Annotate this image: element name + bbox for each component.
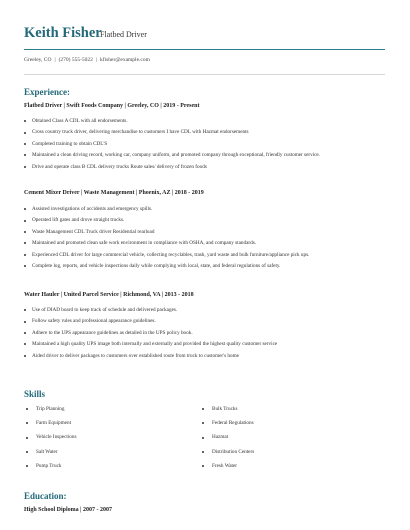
bullet-text: Complete log, reports, and vehicle inspections daily while complying with local, state, and federal regulations of safety. (32, 262, 281, 269)
bullet-icon (26, 437, 28, 439)
bullet-text: Waste Management CDL Truck driver Residential rearload (32, 228, 155, 235)
list-item (200, 463, 254, 477)
list-item (24, 152, 320, 163)
bullet-text: Drive and operate class B CDL delivery trucks Route sales/ delivery of frozen foods (32, 163, 207, 170)
list-item (24, 252, 309, 263)
skill-text: Fresh Water (212, 462, 237, 469)
contact-location: Greeley, CO (24, 57, 52, 63)
education-entry: High School Diploma | 2007 - 2007 (24, 507, 112, 513)
list-item (24, 318, 277, 329)
contact-email[interactable]: kfisher@example.com (100, 57, 150, 63)
job-title: Water Hauler | United Parcel Service | Richmond, VA | 2013 - 2018 (24, 292, 194, 298)
skills-list-right (200, 406, 254, 477)
contact-divider (24, 74, 385, 75)
bullet-text: Assisted investigations of accidents and emergency spills. (32, 206, 153, 212)
bullet-text: Follow safety rules and professional appearance guidelines. (32, 318, 156, 325)
contact-line (24, 57, 150, 63)
bullet-text: Maintained and promoted clean safe work environment in compliance with OSHA, and company standards. (32, 240, 257, 247)
skill-text: Federal Regulations (212, 420, 254, 427)
contact-separator: | (54, 57, 56, 63)
bullet-icon (24, 132, 26, 134)
bullet-icon (202, 408, 204, 410)
bullet-icon (26, 465, 28, 467)
list-item (24, 206, 309, 217)
list-item (24, 330, 277, 341)
list-item (24, 434, 76, 448)
skills-list-left (24, 406, 76, 477)
bullet-icon (24, 321, 26, 323)
bullet-text: Aided driver to deliver packages to customers over established route from truck to customer's home (32, 352, 239, 359)
bullet-icon (26, 422, 28, 424)
list-item (24, 449, 76, 463)
bullet-icon (24, 208, 26, 210)
bullet-text: Use of DIAD board to keep track of schedule and delivered packages. (32, 307, 178, 313)
bullet-text: Experienced CDL driver for large commercial vehicle, collecting recyclables, trash, yard waste and bulk furniture/appliance pick ups. (32, 251, 310, 258)
bullet-icon (24, 309, 26, 311)
skill-text: Bulk Trucks (212, 406, 238, 412)
list-item (24, 353, 277, 364)
list-item (24, 263, 309, 274)
bullet-text: Maintained a clean driving record, working car, company uniform, and promoted company through exceptional, friendly customer service. (32, 152, 321, 159)
skill-text: Trip Planning (36, 406, 65, 412)
list-item (24, 240, 309, 251)
list-item (200, 406, 254, 420)
bullet-icon (26, 451, 28, 453)
bullet-icon (202, 465, 204, 467)
list-item (24, 341, 277, 352)
skill-text: Pump Truck (36, 462, 62, 469)
skills-heading: Skills (24, 389, 46, 399)
list-item (200, 434, 254, 448)
bullet-icon (24, 143, 26, 145)
skill-text: Farm Equipment (36, 420, 72, 427)
list-item (24, 406, 76, 420)
list-item (200, 420, 254, 434)
bullet-icon (26, 408, 28, 410)
list-item (24, 141, 320, 152)
job-bullets (24, 307, 277, 364)
bullet-text: Adhere to the UPS appearance guidelines as detailed in the UPS policy book. (32, 329, 193, 336)
bullet-text: Maintained a high quality UPS image both internally and externally and provided the highest quality customer service (32, 341, 278, 348)
list-item (200, 449, 254, 463)
list-item (24, 129, 320, 140)
header-rule (24, 49, 385, 50)
list-item (24, 420, 76, 434)
bullet-text: Operated lift gates and drove straight trucks. (32, 217, 125, 224)
list-item (24, 164, 320, 175)
list-item (24, 217, 309, 228)
skill-text: Distribution Centers (212, 448, 255, 455)
bullet-text: Obtained Class A CDL with all endorsements. (32, 118, 128, 124)
list-item (24, 463, 76, 477)
candidate-name: Keith Fisher (24, 25, 102, 41)
bullet-icon (24, 220, 26, 222)
bullet-icon (24, 343, 26, 345)
bullet-icon (24, 231, 26, 233)
bullet-icon (24, 355, 26, 357)
list-item (24, 118, 320, 129)
bullet-text: Completed training to obtain CDL'S (32, 140, 108, 147)
list-item (24, 229, 309, 240)
bullet-icon (24, 265, 26, 267)
bullet-icon (202, 451, 204, 453)
skill-text: Salt Water (36, 448, 58, 455)
bullet-icon (24, 166, 26, 168)
bullet-icon (24, 120, 26, 122)
education-heading: Education: (24, 491, 67, 501)
list-item (24, 307, 277, 318)
bullet-icon (24, 332, 26, 334)
candidate-title: Flatbed Driver (100, 30, 147, 39)
bullet-icon (202, 437, 204, 439)
bullet-icon (202, 422, 204, 424)
bullet-text: Cross country truck driver, delivering merchandise to customers I have CDL with Hazmat endorsements (32, 129, 249, 136)
job-bullets (24, 118, 320, 175)
contact-phone: (270) 555-5022 (58, 57, 93, 63)
bullet-icon (24, 154, 26, 156)
skill-text: Vehicle Inspections (36, 434, 77, 441)
job-title: Cement Mixer Driver | Waste Management | Phoenix, AZ | 2018 - 2019 (24, 190, 204, 196)
bullet-icon (24, 254, 26, 256)
skill-text: Hazmat (212, 434, 229, 441)
job-title: Flatbed Driver | Swift Foods Company | Greeley, CO | 2019 - Present (24, 103, 200, 109)
job-bullets (24, 206, 309, 274)
bullet-icon (24, 242, 26, 244)
experience-heading: Experience: (24, 87, 70, 97)
contact-separator: | (95, 57, 98, 63)
